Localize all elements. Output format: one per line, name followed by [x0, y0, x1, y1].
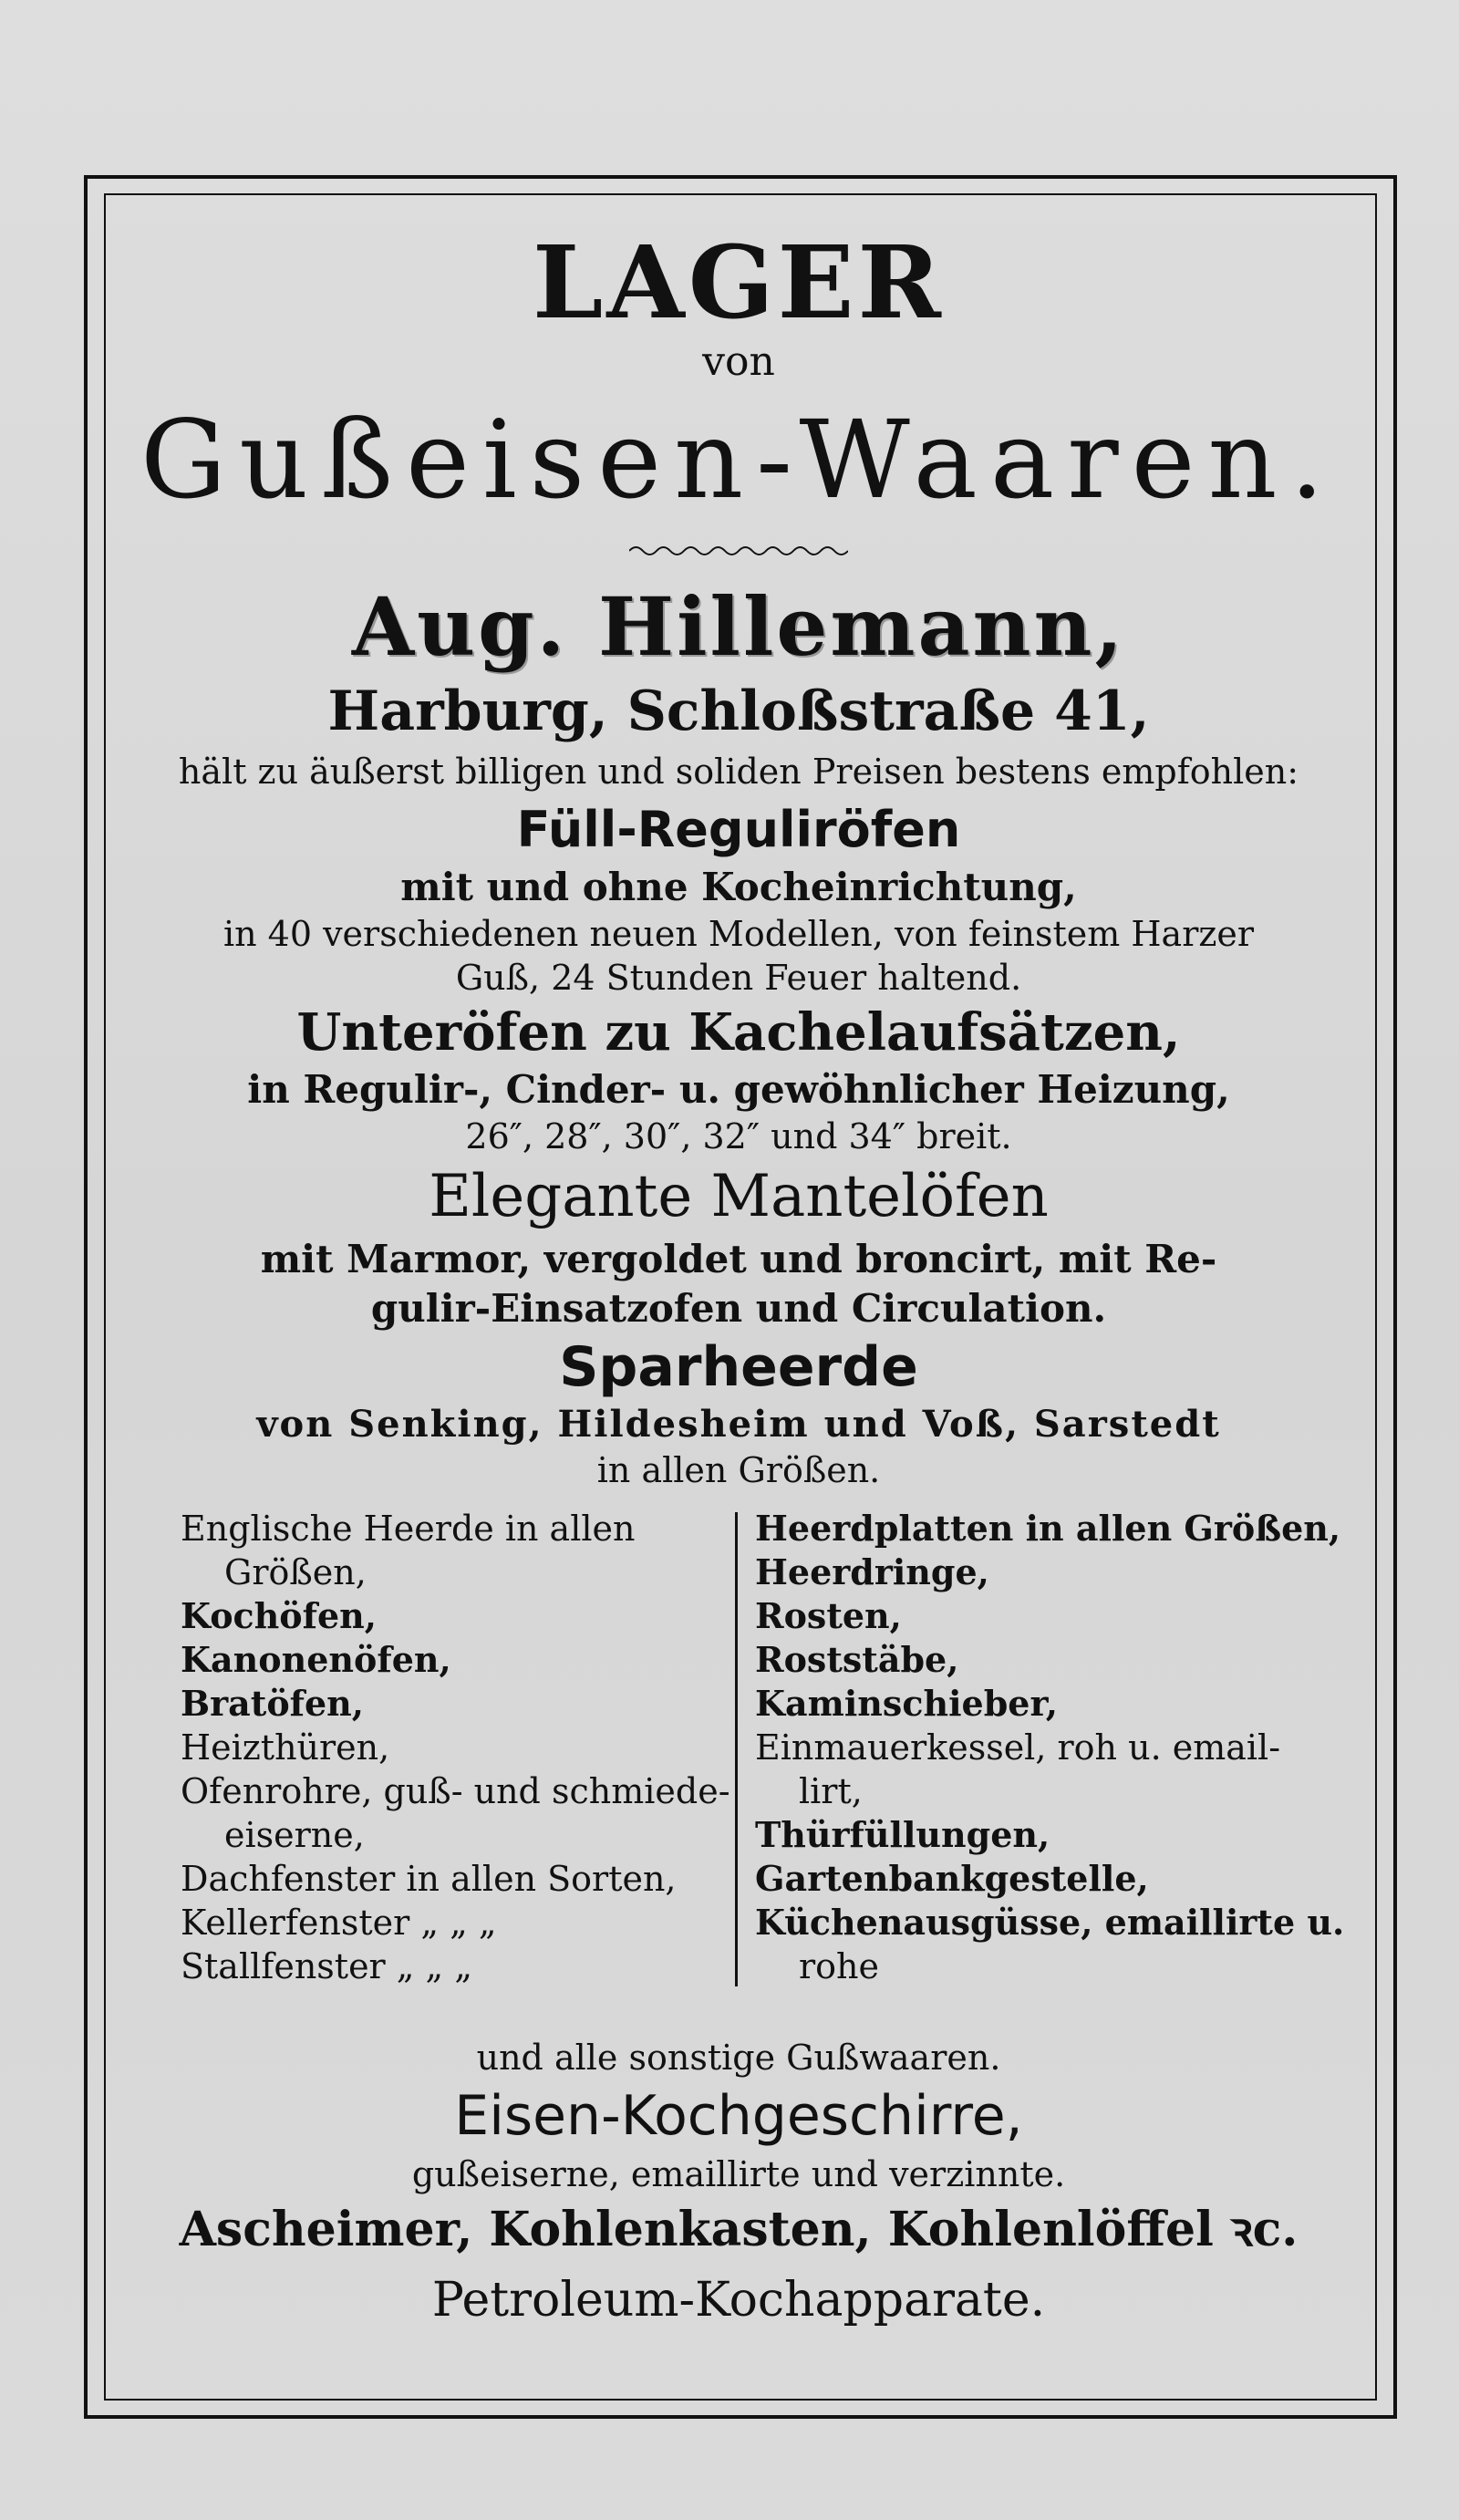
heading-mantelöfen: Elegante Mantelöfen [429, 1163, 1049, 1230]
unter-line-2: 26″, 28″, 30″, 32″ und 34″ breit. [465, 1116, 1012, 1156]
list-item: Kellerfenster „ „ „ [181, 1903, 497, 1943]
list-item: Dachfenster in allen Sorten, [181, 1859, 677, 1899]
sonstige-gusswaaren: und alle sonstige Gußwaaren. [476, 2038, 1001, 2078]
heading-fuell-reguliroefen: Füll-Reguliröfen [516, 801, 961, 858]
list-item: Englische Heerde in allen [181, 1509, 636, 1549]
advertisement [137, 228, 1345, 2337]
list-item: lirt, [799, 1771, 863, 1811]
list-item: Ofenrohre, guß- und schmiede- [181, 1771, 730, 1811]
heading-eisen-kochgeschirre: Eisen-Kochgeschirre, [454, 2084, 1023, 2148]
intro-text: hält zu äußerst billigen und soliden Preisen bestens empfohlen: [178, 752, 1299, 792]
list-item: Kochöfen, [181, 1595, 378, 1636]
spar-line-1: von Senking, Hildesheim und Voß, Sarstedt [256, 1403, 1221, 1446]
list-item: Heerdplatten in allen Größen, [755, 1508, 1341, 1549]
heading-sparheerde: Sparheerde [559, 1335, 918, 1399]
product-list-right [755, 1507, 1345, 1988]
list-item: Gartenbankgestelle, [755, 1858, 1149, 1899]
list-item: Roststäbe, [755, 1639, 959, 1680]
mantel-line-1: mit Marmor, vergoldet und broncirt, mit Re- [260, 1237, 1217, 1281]
heading-unteroefen: Unteröfen zu Kachelaufsätzen, [296, 1002, 1181, 1063]
eisen-subline: gußeiserne, emaillirte und verzinnte. [411, 2154, 1066, 2194]
list-item: Kaminschieber, [755, 1683, 1058, 1724]
fuell-line-1: mit und ohne Kocheinrichtung, [400, 865, 1077, 909]
list-item: Kanonenöfen, [181, 1639, 451, 1680]
list-item: eiserne, [224, 1815, 365, 1855]
company-name: Aug. Hillemann, [351, 579, 1126, 674]
product-list-columns [137, 1507, 1345, 2036]
list-item: rohe [799, 1946, 880, 1986]
ascheimer-line: Ascheimer, Kohlenkasten, Kohlenlöffel ꝛc. [179, 2202, 1299, 2257]
list-item: Stallfenster „ „ „ [181, 1946, 473, 1986]
title-lager: LAGER [533, 228, 945, 337]
mantel-line-2: gulir-Einsatzofen und Circulation. [370, 1286, 1107, 1331]
spar-line-2: in allen Größen. [596, 1450, 881, 1490]
list-item: Größen, [224, 1552, 367, 1592]
list-item: Einmauerkessel, roh u. email- [755, 1727, 1281, 1768]
fuell-line-2: in 40 verschiedenen neuen Modellen, von feinstem Harzer [222, 914, 1255, 954]
title-von: von [702, 338, 775, 385]
list-item: Thürfüllungen, [755, 1814, 1050, 1855]
list-item: Heizthüren, [181, 1727, 390, 1768]
petroleum-line: Petroleum-Kochapparate. [431, 2273, 1046, 2328]
title-gusseisen-waaren: Gußeisen-Waaren. [140, 397, 1337, 523]
list-item: Küchenausgüsse, emaillirte u. [755, 1902, 1345, 1943]
fuell-line-3: Guß, 24 Stunden Feuer haltend. [455, 958, 1022, 998]
column-divider [735, 1512, 738, 1986]
company-address: Harburg, Schloßstraße 41, [327, 679, 1150, 743]
unter-line-1: in Regulir-, Cinder- u. gewöhnlicher Heizung, [247, 1067, 1230, 1112]
list-item: Rosten, [755, 1595, 902, 1636]
product-list-left [181, 1507, 855, 1988]
list-item: Bratöfen, [181, 1683, 365, 1724]
list-item: Heerdringe, [755, 1551, 989, 1592]
wave-ornament [629, 542, 848, 560]
